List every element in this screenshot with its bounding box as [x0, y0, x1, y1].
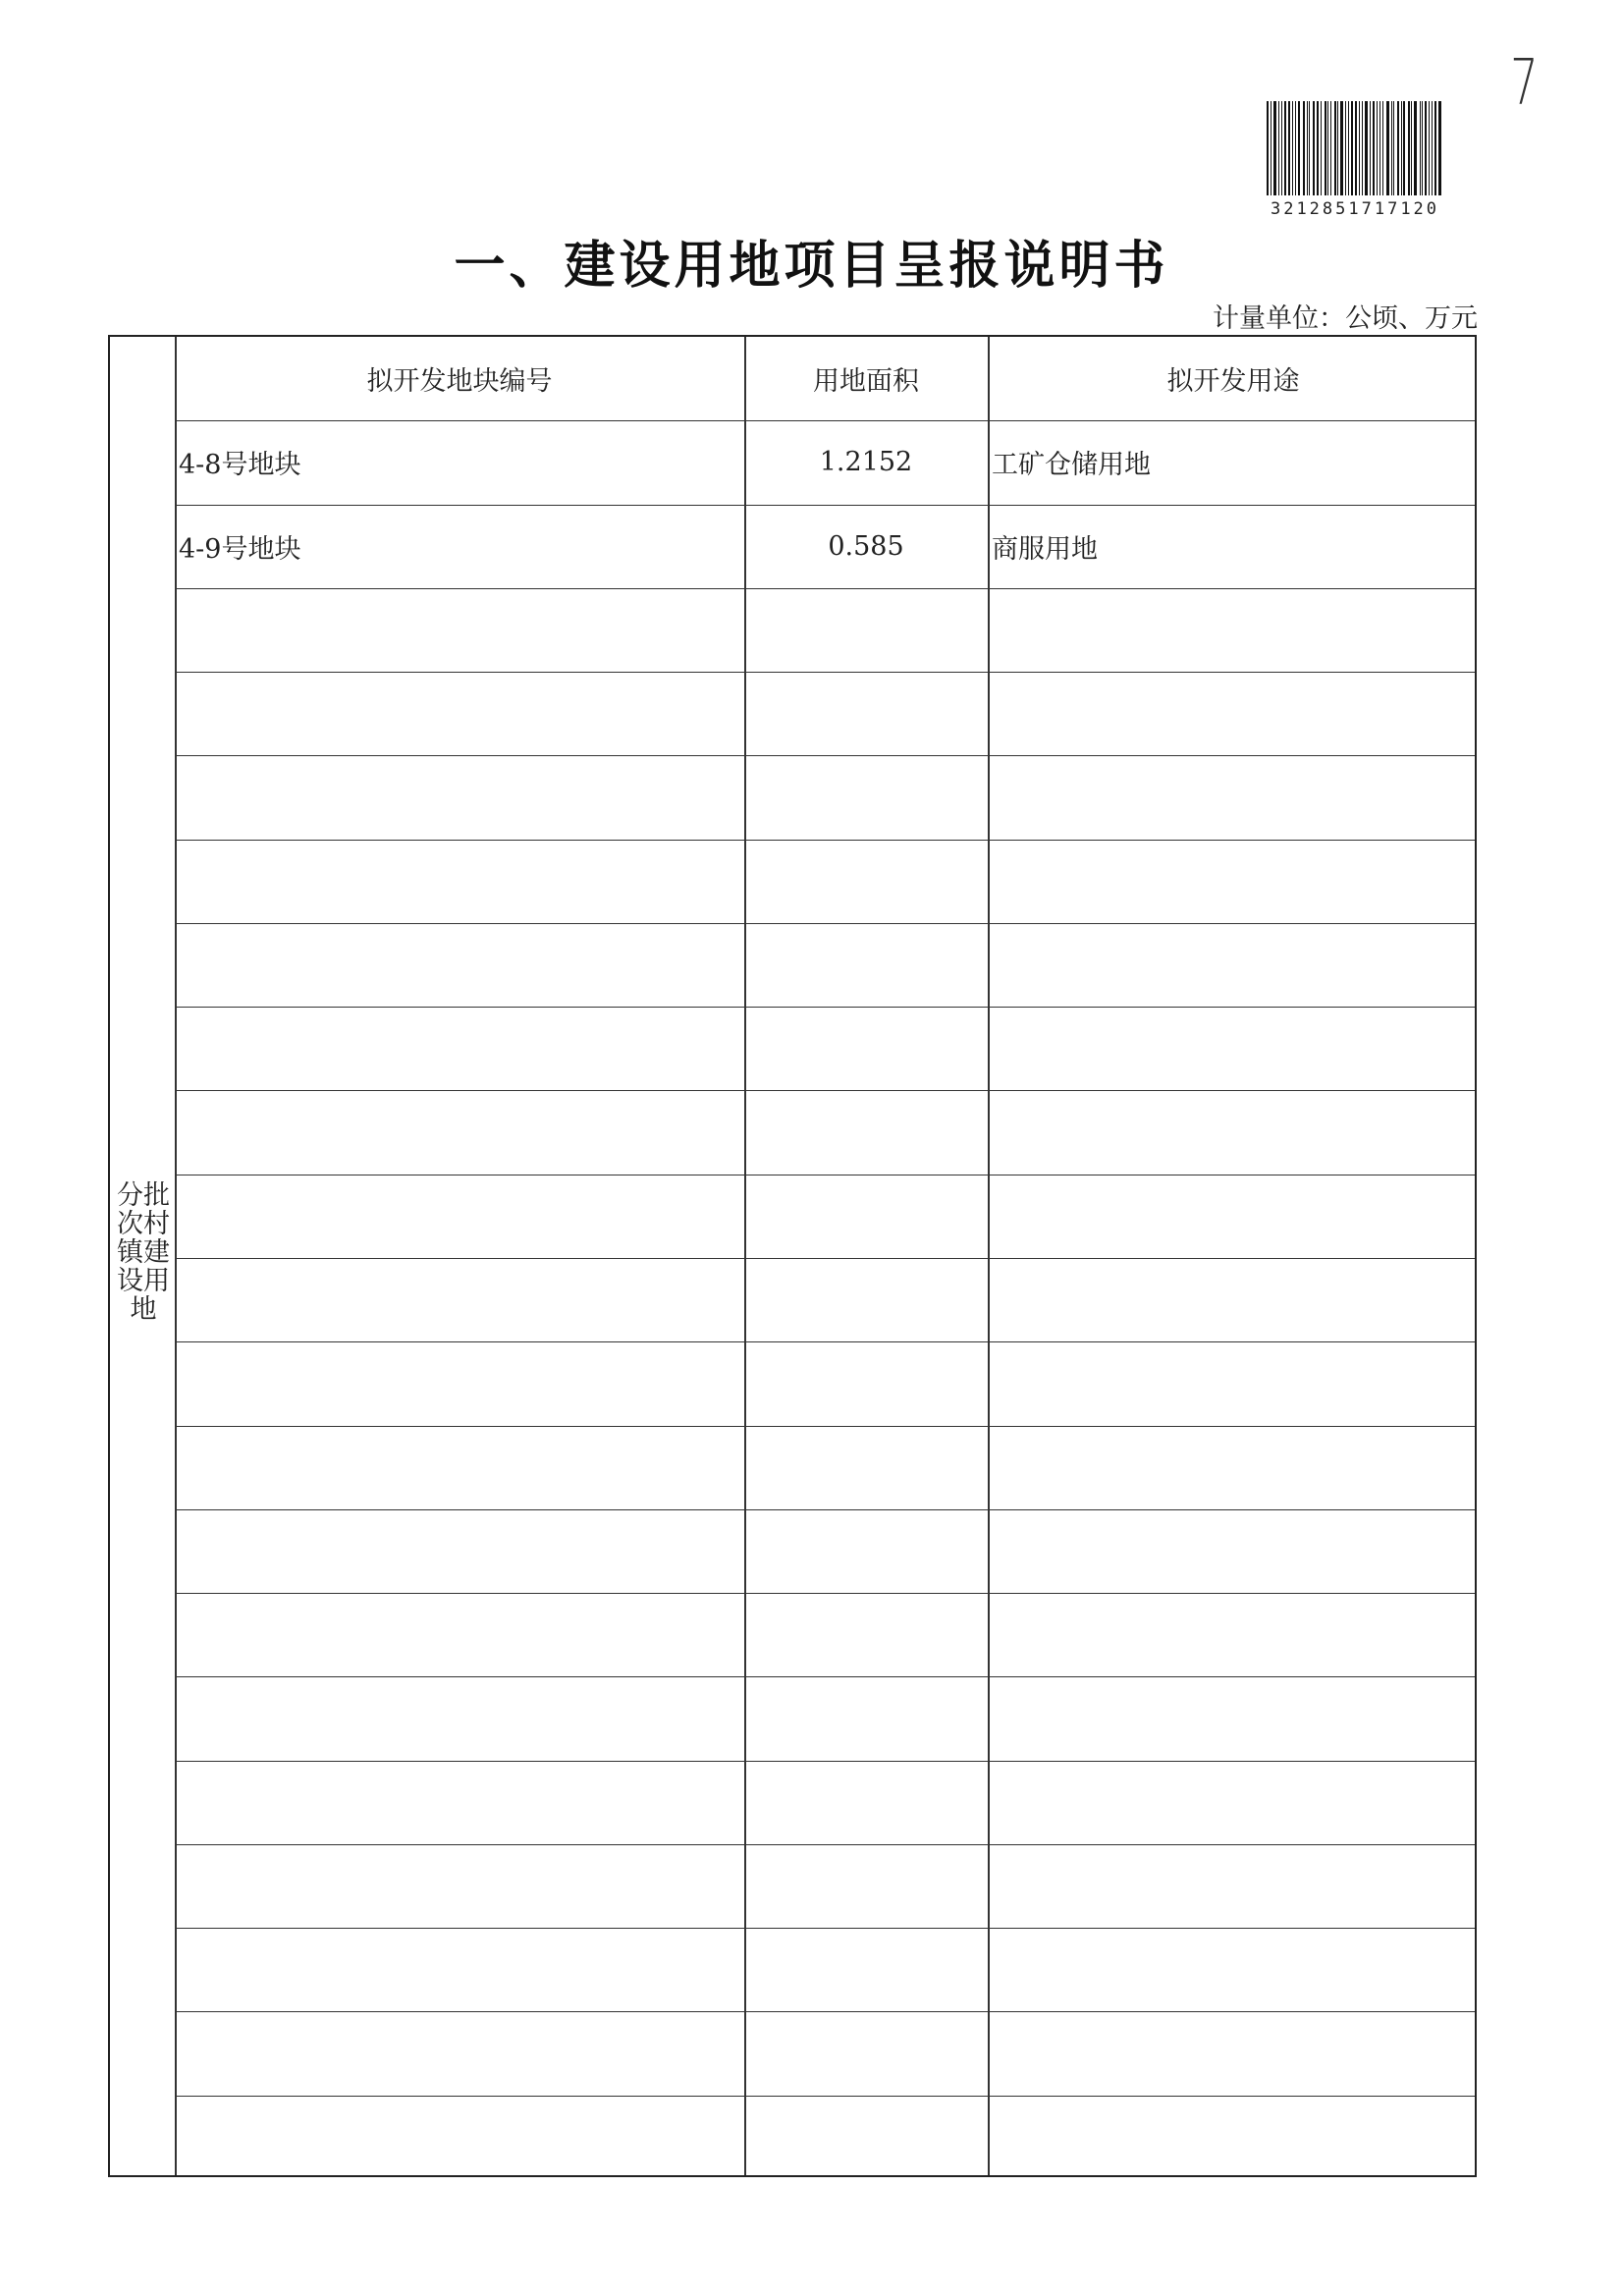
row-divider [175, 923, 1475, 924]
side-label-line: 次村 [117, 1209, 170, 1239]
row-divider [175, 1593, 1475, 1594]
table-cell: 商服用地 [992, 533, 1098, 565]
table-header-cell: 拟开发地块编号 [366, 366, 553, 398]
page-number: 7 [1510, 47, 1539, 120]
row-divider [175, 1090, 1475, 1091]
row-divider [175, 1007, 1475, 1008]
row-divider [175, 840, 1475, 841]
barcode-number: 3212851717120 [1270, 199, 1440, 219]
side-label-line: 镇建 [117, 1237, 170, 1268]
side-label-line: 地 [130, 1294, 157, 1325]
row-divider [175, 1844, 1475, 1845]
land-parcel-table [108, 335, 1477, 2177]
row-divider [175, 2011, 1475, 2012]
row-divider [175, 755, 1475, 756]
table-header-cell: 用地面积 [813, 366, 919, 398]
row-divider [175, 1426, 1475, 1427]
row-divider [175, 588, 1475, 589]
row-divider [175, 1258, 1475, 1259]
table-cell: 工矿仓储用地 [992, 450, 1151, 481]
side-label-line: 分批 [117, 1180, 170, 1211]
side-label [116, 1181, 171, 1324]
column-divider [988, 337, 990, 2175]
row-divider [175, 2096, 1475, 2097]
unit-note: 计量单位：公顷、万元 [1213, 303, 1478, 334]
table-cell: 1.2152 [819, 447, 913, 478]
row-divider [175, 1761, 1475, 1762]
column-divider [744, 337, 746, 2175]
table-cell: 0.585 [828, 530, 904, 562]
side-label-line: 设用 [117, 1266, 170, 1296]
barcode [1253, 101, 1457, 219]
row-divider [175, 1341, 1475, 1342]
table-cell: 4-8号地块 [179, 450, 301, 481]
table-cell: 4-9号地块 [179, 533, 301, 565]
row-divider [175, 1676, 1475, 1677]
document-title: 一、建设用地项目呈报说明书 [454, 236, 1169, 296]
row-divider [175, 1509, 1475, 1510]
column-divider [175, 337, 177, 2175]
barcode-bars [1267, 101, 1443, 195]
row-divider [175, 1928, 1475, 1929]
table-header-cell: 拟开发用途 [1166, 366, 1300, 398]
row-divider [175, 672, 1475, 673]
